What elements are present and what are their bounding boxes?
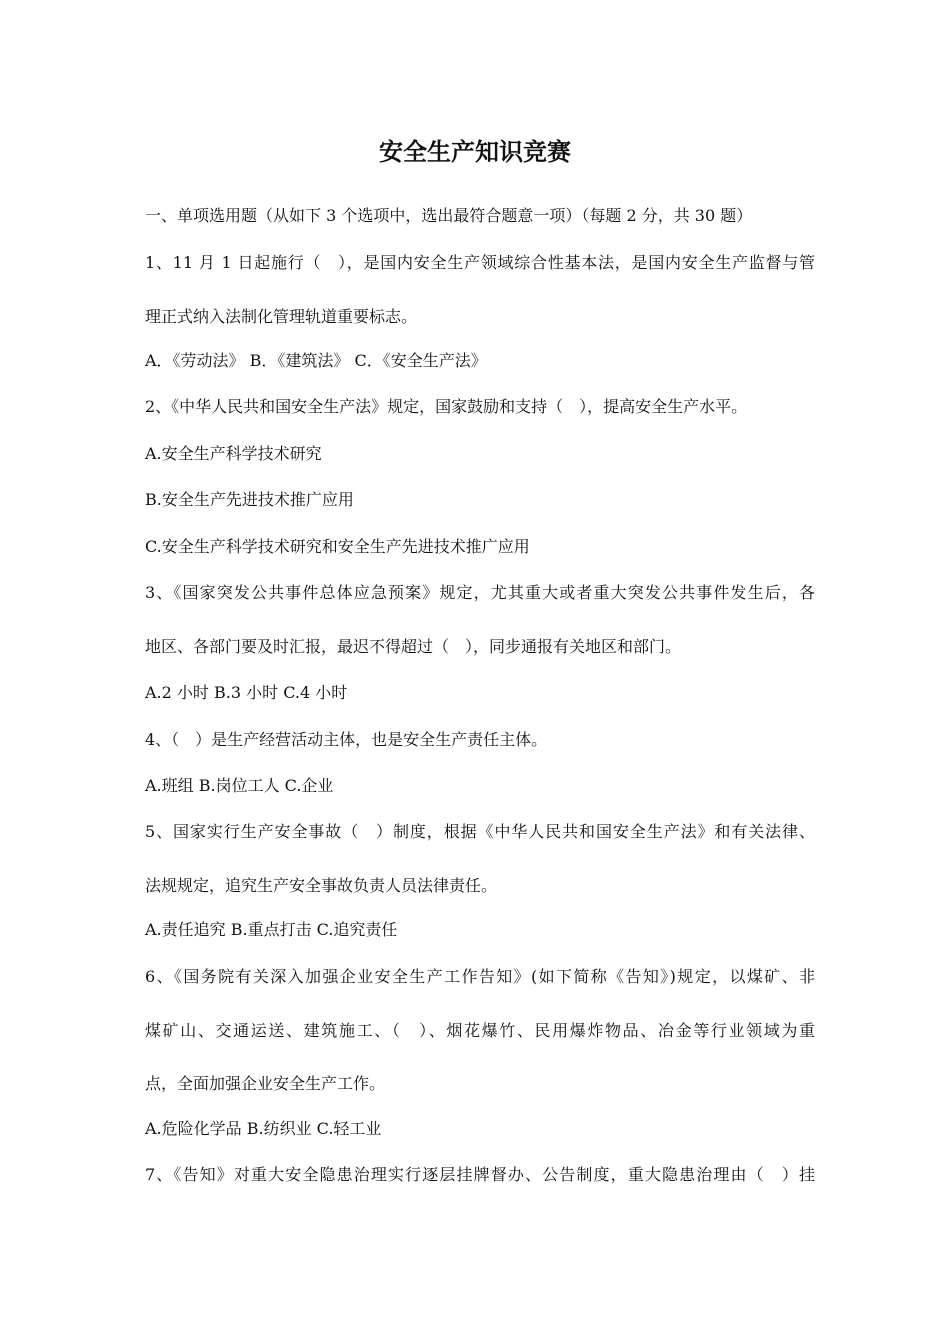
question-6-line-1: 6、《国务院有关深入加强企业安全生产工作告知》(如下简称《告知》)规定，以煤矿、非 [145, 967, 815, 986]
question-1-line-1: 1、11 月 1 日起施行（ ），是国内安全生产领域综合性基本法，是国内安全生产监督与管 [145, 253, 815, 272]
question-3-options: A.2 小时 B.3 小时 C.4 小时 [145, 683, 348, 702]
question-3-line-2: 地区、各部门要及时汇报，最迟不得超过（ ），同步通报有关地区和部门。 [145, 637, 682, 656]
question-1-line-2: 理正式纳入法制化管理轨道重要标志。 [145, 307, 418, 326]
question-2-option-c: C.安全生产科学技术研究和安全生产先进技术推广应用 [145, 537, 530, 556]
document-title: 安全生产知识竞赛 [379, 137, 571, 166]
question-2-option-a: A.安全生产科学技术研究 [145, 444, 322, 463]
question-2-option-b: B.安全生产先进技术推广应用 [145, 490, 354, 509]
question-3-line-1: 3、《国家突发公共事件总体应急预案》规定，尤其重大或者重大突发公共事件发生后，各 [145, 583, 815, 602]
question-2: 2、《中华人民共和国安全生产法》规定，国家鼓励和支持（ ），提高安全生产水平。 [145, 397, 748, 416]
question-4: 4、（ ）是生产经营活动主体，也是安全生产责任主体。 [145, 730, 548, 749]
question-4-options: A.班组 B.岗位工人 C.企业 [145, 776, 334, 795]
question-6-line-3: 点，全面加强企业安全生产工作。 [145, 1074, 386, 1093]
question-5-options: A.责任追究 B.重点打击 C.追究责任 [145, 920, 398, 939]
section-heading: 一、单项选用题（从如下 3 个选项中，选出最符合题意一项）（每题 2 分，共 30 题） [145, 206, 753, 225]
question-7-line-1: 7、《告知》对重大安全隐患治理实行逐层挂牌督办、公告制度，重大隐患治理由（ ）挂 [145, 1165, 815, 1184]
question-6-options: A.危险化学品 B.纺织业 C.轻工业 [145, 1119, 382, 1138]
question-5-line-1: 5、国家实行生产安全事故（ ）制度，根据《中华人民共和国安全生产法》和有关法律、 [145, 822, 815, 841]
question-5-line-2: 法规规定，追究生产安全事故负责人员法律责任。 [145, 876, 498, 895]
question-6-line-2: 煤矿山、交通运送、建筑施工、（ ）、烟花爆竹、民用爆炸物品、冶金等行业领域为重 [145, 1021, 815, 1040]
question-1-options: A．《劳动法》 B．《建筑法》 C．《安全生产法》 [145, 351, 487, 370]
